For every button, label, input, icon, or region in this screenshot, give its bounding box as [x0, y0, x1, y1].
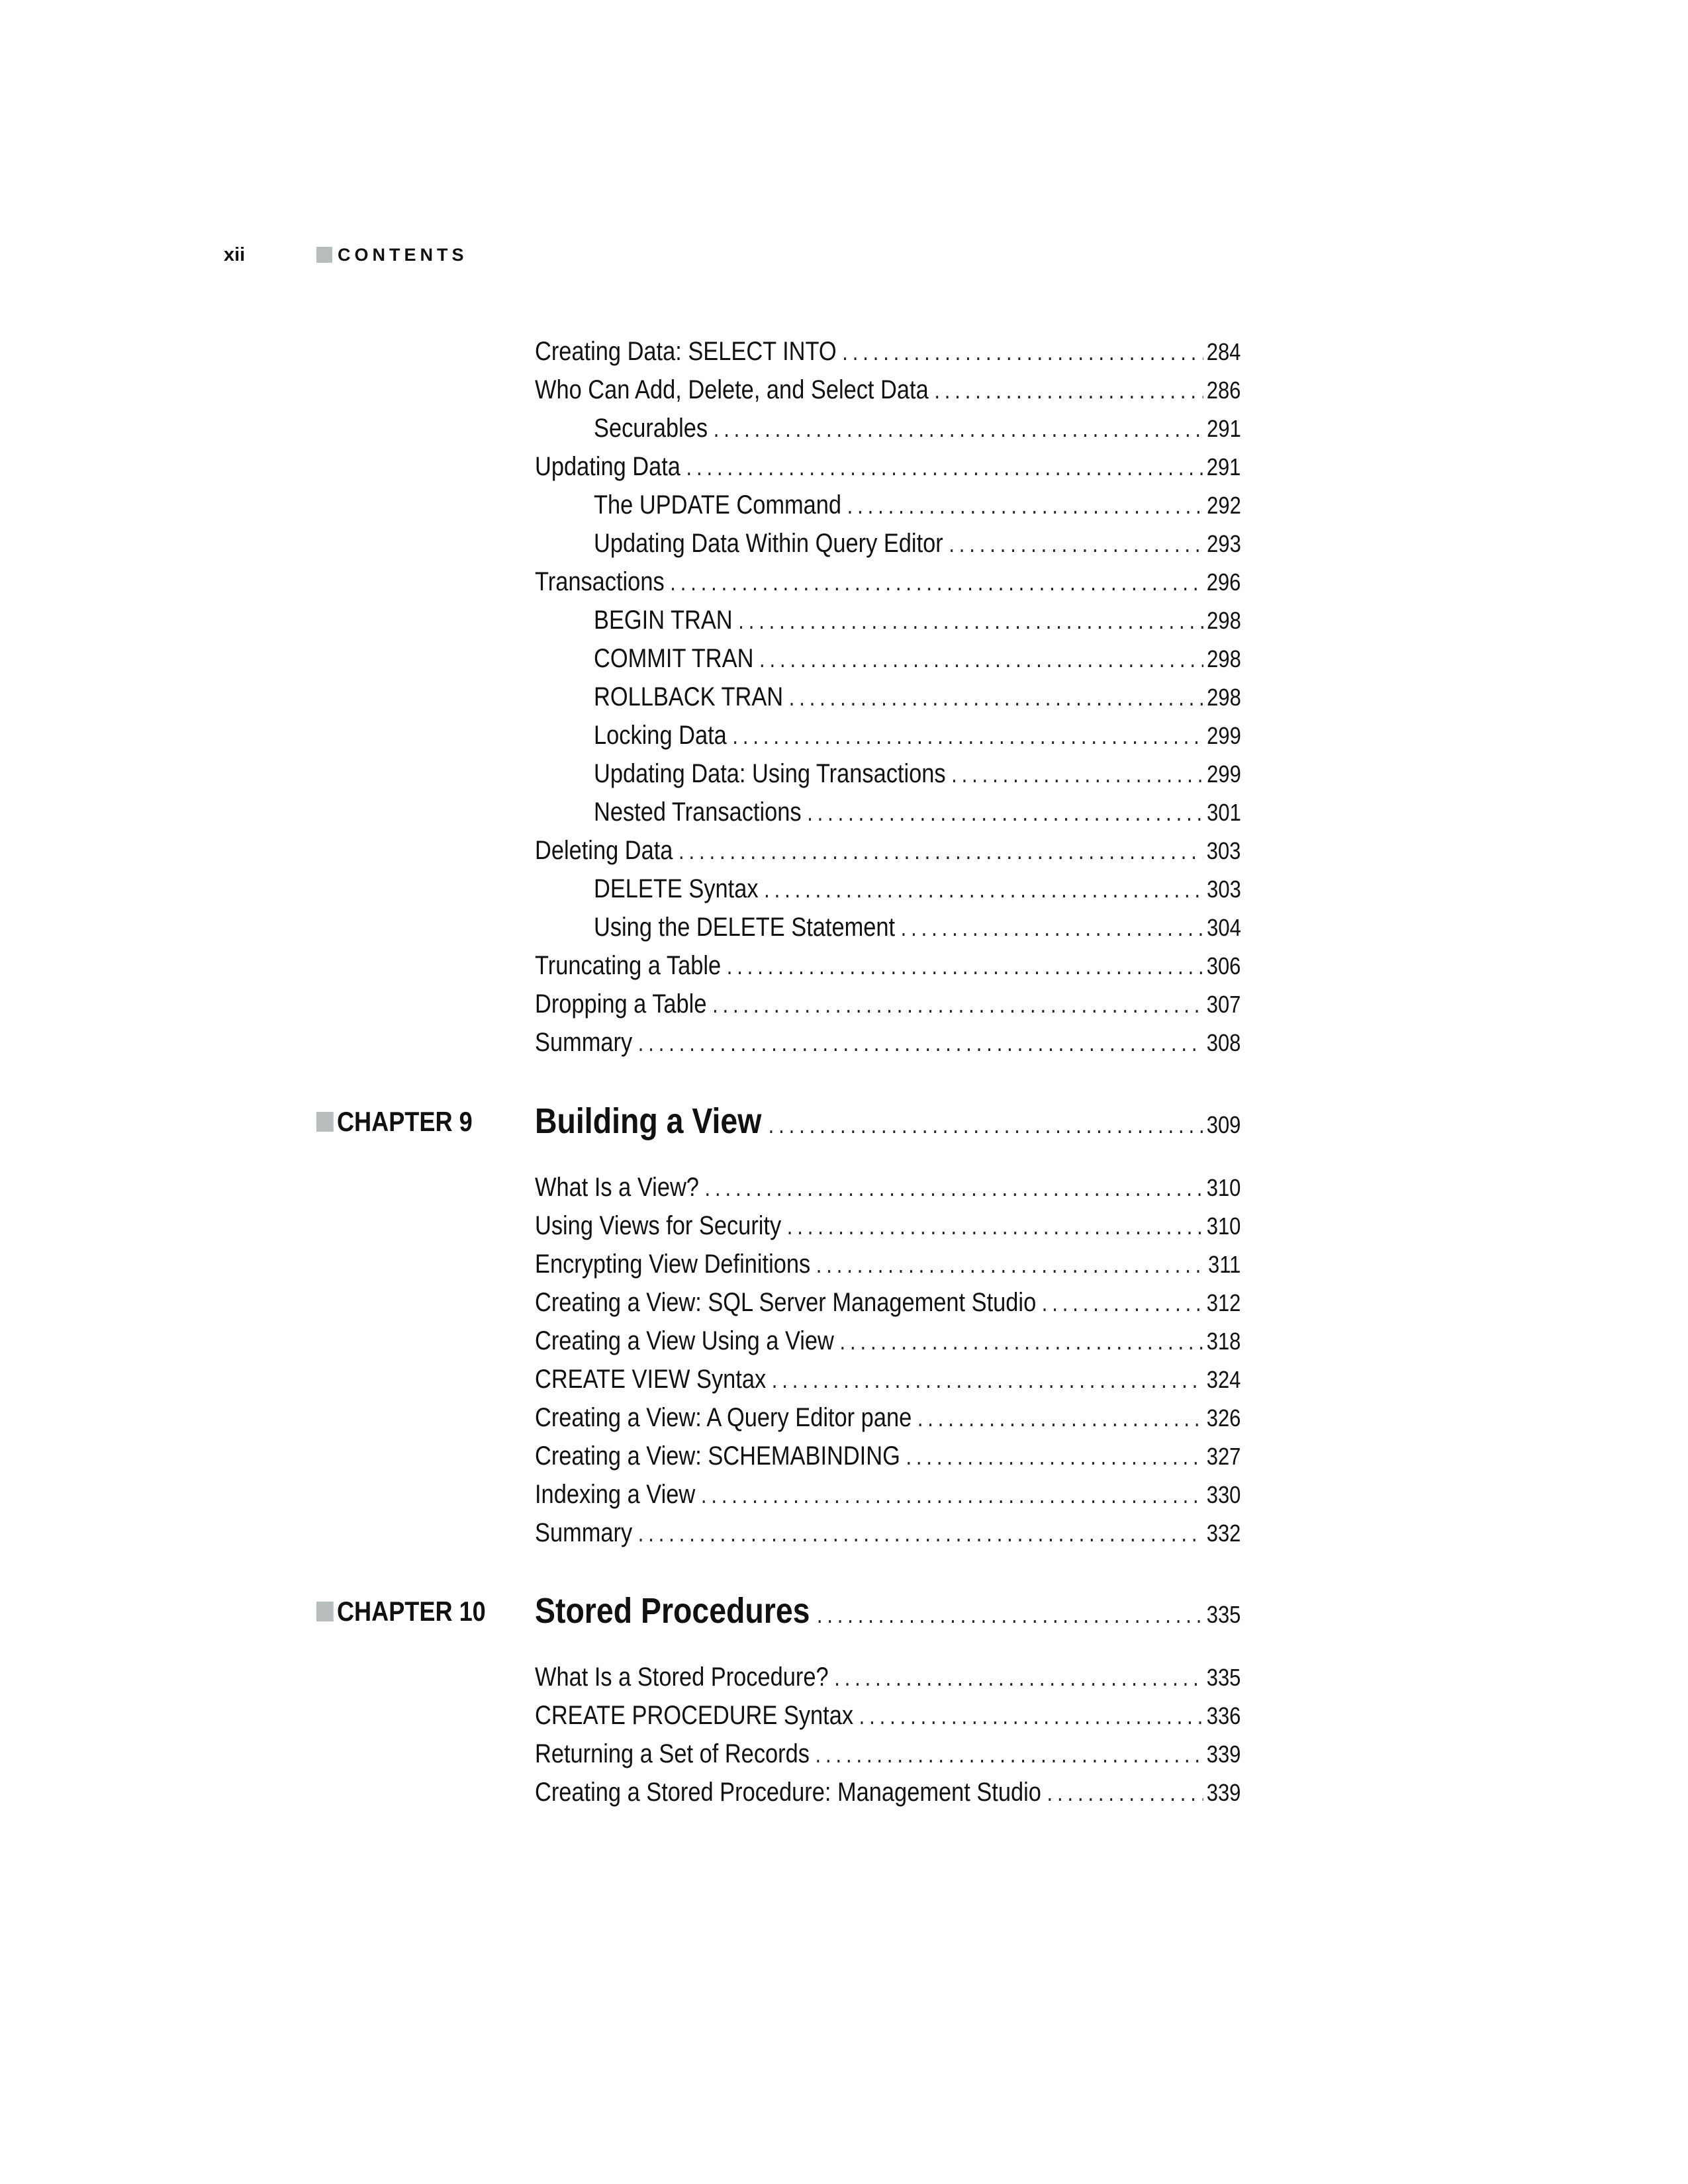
dot-leader [670, 565, 1203, 600]
toc-entry-page: 318 [1206, 1328, 1241, 1355]
chapter-title: Building a View [535, 1101, 762, 1141]
dot-leader [764, 872, 1203, 907]
toc-entry-title: Securables [594, 414, 708, 443]
toc-entry-page: 310 [1206, 1174, 1241, 1201]
toc-entry-page: 303 [1206, 837, 1241, 864]
toc-entry-page: 291 [1207, 415, 1241, 442]
toc-subentry[interactable] [594, 872, 1241, 906]
toc-entry-title: What Is a Stored Procedure? [535, 1662, 829, 1692]
toc-entry-title: CREATE PROCEDURE Syntax [535, 1701, 854, 1730]
toc-entry-page: 304 [1207, 914, 1241, 941]
toc-entry-page: 298 [1207, 684, 1241, 711]
square-bullet-icon [316, 1602, 334, 1621]
toc-entry-title: What Is a View? [535, 1173, 699, 1202]
dot-leader [906, 1439, 1203, 1474]
toc-entry[interactable] [535, 1737, 1241, 1771]
toc-entry-title: Transactions [535, 567, 665, 596]
toc-entry-title: Indexing a View [535, 1480, 696, 1509]
toc-entry[interactable] [535, 565, 1241, 599]
dot-leader [840, 1324, 1203, 1359]
chapter-heading[interactable] [316, 1098, 1356, 1144]
toc-entry-page: 308 [1206, 1029, 1241, 1056]
toc-subentry[interactable] [594, 641, 1241, 676]
chapter-number: CHAPTER 10 [336, 1596, 486, 1627]
dot-leader [789, 680, 1203, 715]
chapter-label [316, 1105, 473, 1139]
chapter-label [316, 1594, 486, 1629]
toc-entry[interactable] [535, 1516, 1241, 1550]
dot-leader [859, 1699, 1203, 1733]
toc-entry-title: Using Views for Security [535, 1211, 782, 1240]
toc-entry-title: Updating Data Within Query Editor [594, 529, 943, 558]
toc-entry-page: 324 [1206, 1366, 1241, 1393]
toc-entry-page: 303 [1207, 876, 1241, 903]
toc-entry-page: 336 [1206, 1702, 1241, 1729]
toc-entry-page: 296 [1206, 569, 1241, 596]
toc-entry[interactable] [535, 948, 1241, 983]
toc-entry-page: 326 [1206, 1404, 1241, 1432]
toc-subentry[interactable] [594, 526, 1241, 561]
toc-entry[interactable] [535, 1025, 1241, 1060]
dot-leader [714, 412, 1203, 446]
chapter-title-row [535, 1098, 1241, 1144]
dot-leader [732, 719, 1203, 753]
toc-entry[interactable] [535, 1477, 1241, 1512]
toc-entry[interactable] [535, 1775, 1241, 1809]
dot-leader [772, 1363, 1203, 1397]
dot-leader [951, 757, 1203, 792]
toc-entry[interactable] [535, 1660, 1241, 1694]
dot-leader [759, 642, 1203, 676]
toc-entry-title: Deleting Data [535, 836, 673, 865]
dot-leader [934, 373, 1203, 408]
toc-entry-title: Nested Transactions [594, 797, 802, 827]
toc-entry-page: 299 [1207, 760, 1241, 788]
toc-subentry[interactable] [594, 488, 1241, 522]
dot-leader [1042, 1286, 1203, 1320]
toc-entry-title: Creating a Stored Procedure: Management Studio [535, 1778, 1041, 1807]
toc-entry-title: Truncating a Table [535, 951, 722, 980]
dot-leader [1047, 1776, 1203, 1810]
toc-entry-title: The UPDATE Command [594, 490, 842, 520]
toc-entry-title: Using the DELETE Statement [594, 913, 896, 942]
dot-leader [712, 987, 1203, 1022]
dot-leader [807, 796, 1203, 830]
dot-leader [738, 604, 1203, 638]
toc-entry-title: Updating Data: Using Transactions [594, 759, 946, 788]
toc-entry-page: 332 [1206, 1520, 1241, 1547]
dot-leader [787, 1209, 1203, 1244]
dot-leader [817, 1601, 1203, 1629]
dot-leader [834, 1661, 1203, 1695]
dot-leader [701, 1478, 1203, 1512]
toc-entry-title: DELETE Syntax [594, 874, 759, 903]
toc-entry-page: 299 [1207, 722, 1241, 749]
dot-leader [705, 1171, 1203, 1205]
toc-subentry[interactable] [594, 680, 1241, 714]
toc-subentry[interactable] [594, 756, 1241, 791]
chapter-number: CHAPTER 9 [336, 1106, 473, 1137]
toc-entry-page: 339 [1206, 1741, 1241, 1768]
toc-entry-title: Returning a Set of Records [535, 1739, 810, 1768]
toc-subentry[interactable] [594, 910, 1241, 944]
toc-subentry[interactable] [594, 718, 1241, 752]
dot-leader [686, 450, 1203, 484]
dot-leader [816, 1248, 1205, 1282]
toc-entry[interactable] [535, 1400, 1241, 1435]
chapter-heading[interactable] [316, 1588, 1356, 1634]
toc-entry-title: Updating Data [535, 452, 680, 481]
toc-entry-page: 327 [1206, 1443, 1241, 1470]
toc-entry-title: Creating Data: SELECT INTO [535, 337, 837, 366]
toc-entry[interactable] [535, 334, 1241, 369]
toc-entry-title: Summary [535, 1518, 633, 1547]
dot-leader [917, 1401, 1203, 1435]
toc-entry-title: Locking Data [594, 721, 727, 750]
toc-subentry[interactable] [594, 411, 1241, 445]
square-bullet-icon [316, 1112, 334, 1132]
toc-entry[interactable] [535, 1439, 1241, 1473]
toc-entry[interactable] [535, 373, 1241, 407]
toc-entry[interactable] [535, 1208, 1241, 1243]
toc-entry-page: 298 [1207, 645, 1241, 672]
page-number: xii [224, 244, 246, 265]
chapter-title: Stored Procedures [535, 1591, 810, 1631]
toc-entry-page: 284 [1206, 338, 1241, 365]
toc-entry-title: Creating a View: SQL Server Management Studio [535, 1288, 1037, 1317]
toc-entry-page: 292 [1207, 492, 1241, 519]
dot-leader [769, 1111, 1203, 1139]
dot-leader [816, 1737, 1203, 1772]
toc-entry[interactable] [535, 987, 1241, 1021]
toc-entry[interactable] [535, 1170, 1241, 1205]
toc-entry-page: 286 [1206, 377, 1241, 404]
toc-entry-page: 312 [1206, 1289, 1241, 1316]
toc-entry-title: Who Can Add, Delete, and Select Data [535, 375, 929, 404]
dot-leader [847, 488, 1203, 523]
toc-entry-page: 298 [1207, 607, 1241, 634]
dot-leader [949, 527, 1203, 561]
toc-entry-page: 293 [1207, 530, 1241, 557]
dot-leader [638, 1516, 1203, 1551]
toc-entry[interactable] [535, 1698, 1241, 1733]
dot-leader [842, 335, 1203, 369]
dot-leader [638, 1026, 1203, 1060]
chapter-page: 309 [1206, 1111, 1241, 1138]
toc-entry[interactable] [535, 1324, 1241, 1358]
dot-leader [901, 911, 1203, 945]
toc-entry-title: Creating a View Using a View [535, 1326, 834, 1355]
toc-entry-page: 339 [1206, 1779, 1241, 1806]
toc-entry-title: COMMIT TRAN [594, 644, 754, 673]
toc-entry-title: Dropping a Table [535, 989, 707, 1019]
toc-entry-page: 307 [1206, 991, 1241, 1018]
toc-entry-page: 291 [1206, 453, 1241, 480]
toc-entry-title: BEGIN TRAN [594, 606, 733, 635]
running-title-text: CONTENTS [338, 245, 468, 265]
toc-entry[interactable] [535, 1247, 1241, 1281]
toc-entry-title: Creating a View: SCHEMABINDING [535, 1441, 900, 1471]
toc-entry[interactable] [535, 1285, 1241, 1320]
toc-entry-page: 310 [1206, 1212, 1241, 1240]
toc-entry-page: 335 [1206, 1664, 1241, 1691]
toc-entry-title: ROLLBACK TRAN [594, 682, 784, 711]
chapter-title-row [535, 1588, 1241, 1634]
dot-leader [679, 834, 1203, 868]
toc-entry-page: 330 [1206, 1481, 1241, 1508]
toc-entry[interactable] [535, 1362, 1241, 1396]
toc-entry-page: 306 [1206, 952, 1241, 979]
toc-entry-title: Summary [535, 1028, 633, 1057]
toc-entry[interactable] [535, 833, 1241, 868]
dot-leader [727, 949, 1203, 983]
toc-subentry[interactable] [594, 795, 1241, 829]
toc-entry[interactable] [535, 449, 1241, 484]
toc-subentry[interactable] [594, 603, 1241, 637]
toc-entry-page: 311 [1208, 1251, 1241, 1278]
toc-entry-title: Encrypting View Definitions [535, 1250, 811, 1279]
chapter-page: 335 [1206, 1601, 1241, 1628]
toc-entry-title: CREATE VIEW Syntax [535, 1365, 767, 1394]
toc-entry-title: Creating a View: A Query Editor pane [535, 1403, 912, 1432]
toc-entry-page: 301 [1207, 799, 1241, 826]
